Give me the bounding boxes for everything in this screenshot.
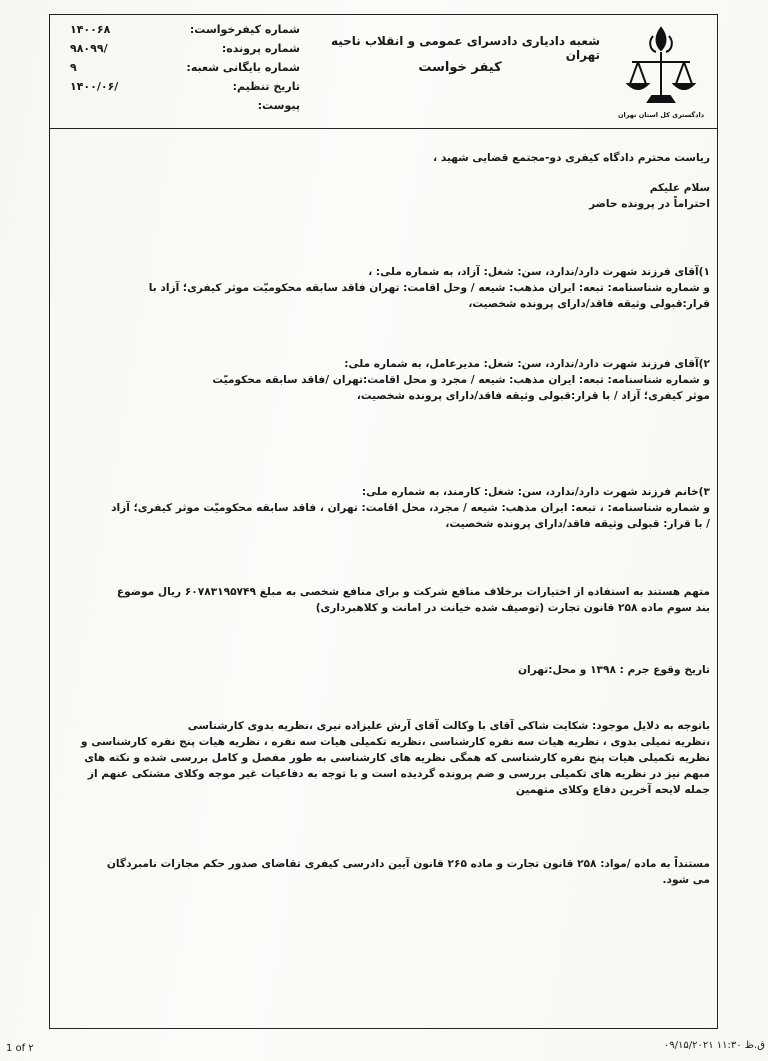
conclusion-line: مستنداً به ماده /مواد: ۲۵۸ قانون تجارت و ماده ۲۶۵ قانون آیین دادرسی کیفری تقاضای صدور حکم مجازات نامبردگان <box>106 858 710 870</box>
conclusion-line: می شود. <box>662 874 710 886</box>
charge-line: بند سوم ماده ۲۵۸ قانون تجارت (توصیف شده خیانت در امانت و کلاهبرداری) <box>315 602 710 614</box>
field-attachment <box>70 96 300 115</box>
conclusion-block <box>60 856 710 888</box>
field-value: ۱۴۰۰۶۸ <box>70 23 111 36</box>
field-label: شماره پرونده: <box>221 42 300 55</box>
evidence-line: نظریه تکمیلی هیات پنج نفره کارشناسی که همگی نظریه های کارشناسی به طور مفصل و کامل بررسی شده و نکته های <box>84 752 710 764</box>
field-label: شماره بایگانی شعبه: <box>186 61 300 74</box>
header-divider <box>49 128 718 129</box>
header-fields <box>70 20 300 115</box>
field-value: ۹ <box>70 61 77 74</box>
accused-line: ۲)آقای فرزند شهرت دارد/ندارد، سن: شغل: مدیرعامل، به شماره ملی: <box>344 358 710 370</box>
field-issue-date <box>70 77 300 96</box>
charge-block <box>60 584 710 616</box>
addressee: ریاست محترم دادگاه کیفری دو-مجتمع قضایی شهید ، <box>433 152 710 164</box>
respect-line: احتراماً در پرونده حاضر <box>589 198 710 210</box>
evidence-line: مبهم نیز در نظریه های تکمیلی بررسی و ضم پرونده گردیده است و با توجه به دفاعیات غیر موجه وکلای مشتکی عنهم از <box>87 768 710 780</box>
judiciary-emblem-icon <box>618 22 704 122</box>
charge-line: متهم هستند به استفاده از اختیارات برخلاف منافع شرکت و برای منافع شخصی به مبلغ ۶۰۷۸۳۱۹۵۷۴۹ ریال موضوع <box>116 586 710 598</box>
accused-line: قرار:قبولی وثیقه فاقد/دارای پرونده شخصیت، <box>468 298 710 310</box>
field-value: ۱۴۰۰/۰۶/ <box>70 80 119 93</box>
accused-line: و شماره شناسنامه: تبعه: ایران مذهب: شیعه / وحل اقامت: تهران فاقد سابقه محکومیّت موثر کیفری؛ آزاد با <box>148 282 710 294</box>
field-label: تاریخ تنظیم: <box>232 80 300 93</box>
date-place-block <box>60 662 710 678</box>
accused-line: موثر کیفری؛ آزاد / با قرار:قبولی وثیقه فاقد/دارای پرونده شخصیت، <box>356 390 710 402</box>
addressee-block <box>60 150 710 166</box>
accused-2 <box>60 356 710 404</box>
evidence-line: جمله لایحه آخرین دفاع وکلای متهمین <box>515 784 710 796</box>
evidence-line: ،نظریه تمیلی بدوی ، نظریه هیات سه نفره کارشناسی ،نظریه تکمیلی هیات سه نفره ، نظریه هیات پنج نفره کارشناسی و <box>80 736 710 748</box>
field-label: شماره کیفرخواست: <box>189 23 300 36</box>
accused-line: و شماره شناسنامه: ، تبعه: ایران مذهب: شیعه / مجرد، محل اقامت: تهران ، فاقد سابقه محکومیّت موثر کیفری؛ آزاد <box>111 502 710 514</box>
field-indictment-number <box>70 20 300 39</box>
accused-3 <box>60 484 710 532</box>
print-timestamp: ق.ظ ۱۱:۳۰ ۰۹/۱۵/۲۰۲۱ <box>663 1040 765 1051</box>
accused-1 <box>60 264 710 312</box>
evidence-block <box>60 718 710 798</box>
crime-date-place: تاریخ وقوع جرم : ۱۳۹۸ و محل:تهران <box>517 664 710 676</box>
greeting: سلام علیکم <box>649 182 710 194</box>
accused-line: ۱)آقای فرزند شهرت دارد/ندارد، سن: شغل: آزاد، به شماره ملی: ، <box>368 266 710 278</box>
court-name: شعبه دادیاری دادسرای عمومی و انقلاب ناحیه تهران <box>330 34 600 62</box>
field-value: ۹۸۰۹۹/ <box>70 42 108 55</box>
emblem-caption: دادگستری کل استان تهران <box>618 111 704 119</box>
page-number: 1 of ۲ <box>6 1043 34 1054</box>
field-archive-number <box>70 58 300 77</box>
document-title: کیفر خواست <box>418 60 502 75</box>
accused-line: / با قرار: قبولی وثیقه فاقد/دارای پرونده شخصیت، <box>445 518 710 530</box>
field-label: پیوست: <box>257 99 300 112</box>
greeting-block <box>60 180 710 212</box>
field-case-number <box>70 39 300 58</box>
evidence-line: باتوجه به دلایل موجود: شکایت شاکی آقای با وکالت آقای آرش علیزاده نیری ،نظریه بدوی کارشناسی <box>187 720 710 732</box>
accused-line: ۳)خانم فرزند شهرت دارد/ندارد، سن: شغل: کارمند، به شماره ملی: <box>361 486 710 498</box>
accused-line: و شماره شناسنامه: تبعه: ایران مذهب: شیعه / مجرد و محل اقامت:تهران /فاقد سابقه محکومیّت <box>212 374 710 386</box>
